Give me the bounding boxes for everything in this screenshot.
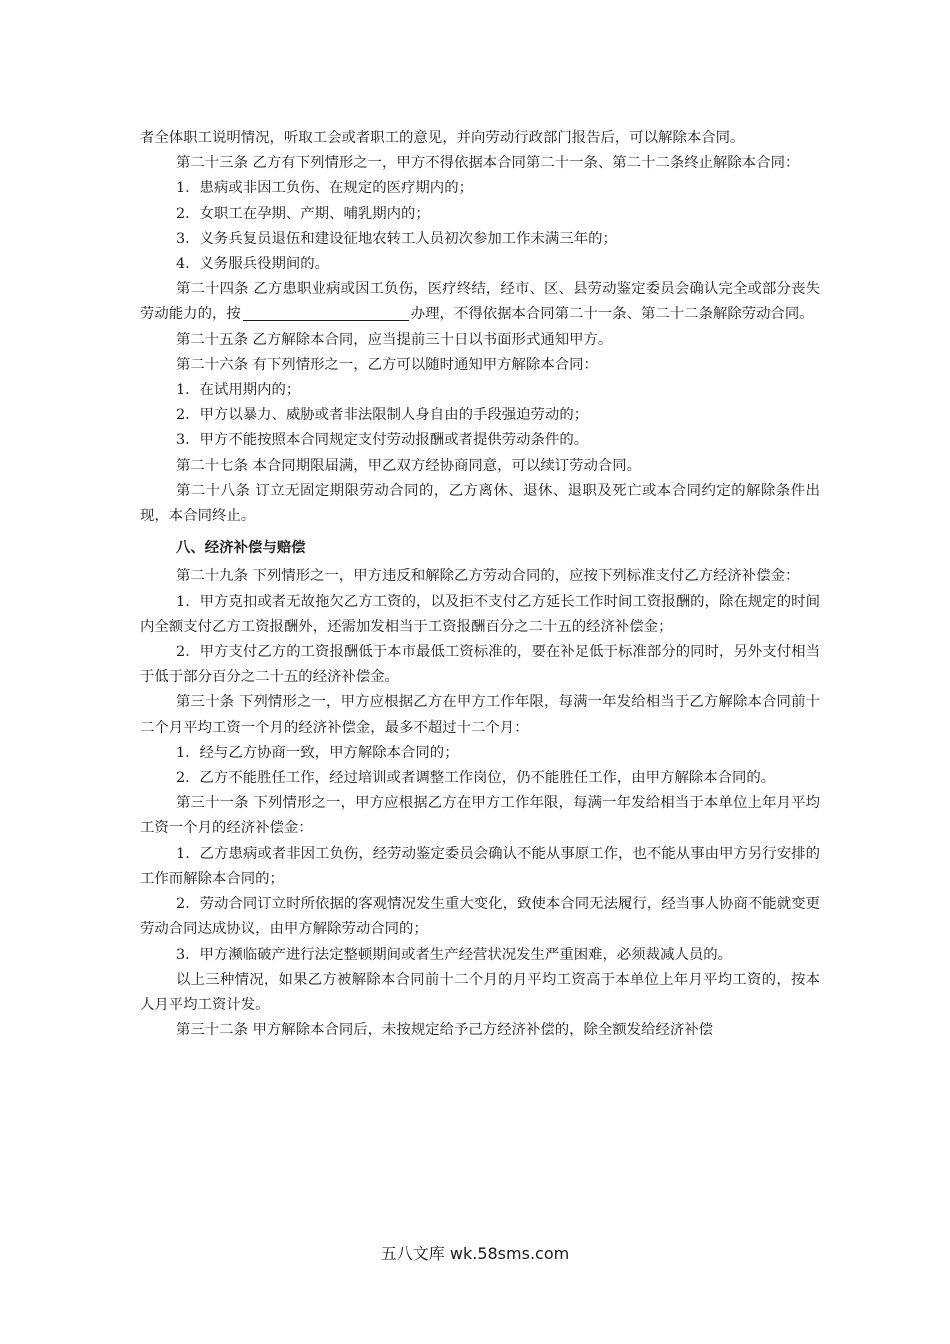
paragraph: 第三十条 下列情形之一，甲方应根据乙方在甲方工作年限，每满一年发给相当于乙方解除本合同前十二个月平均工资一个月的经济补偿金，最多不超过十二个月： — [140, 694, 820, 736]
paragraph: 2．女职工在孕期、产期、哺乳期内的； — [176, 205, 430, 222]
paragraph: 第二十八条 订立无固定期限劳动合同的，乙方离休、退休、退职及死亡或本合同约定的解除条件出现，本合同终止。 — [140, 482, 820, 525]
section-heading: 八、经济补偿与赔偿 — [176, 539, 306, 557]
paragraph: 第二十九条 下列情形之一，甲方违反和解除乙方劳动合同的，应按下列标准支付乙方经济补偿金： — [176, 568, 800, 585]
paragraph: 3．甲方不能按照本合同规定支付劳动报酬或者提供劳动条件的。 — [176, 432, 589, 449]
paragraph: 1．甲方克扣或者无故拖欠乙方工资的，以及拒不支付乙方延长工作时间工资报酬的，除在规定的时间内全额支付乙方工资报酬外，还需加发相当于工资报酬百分之二十五的经济补偿金； — [140, 593, 820, 635]
paragraph: 第二十七条 本合同期限届满，甲乙双方经协商同意，可以续订劳动合同。 — [176, 457, 642, 474]
paragraph-group-2 — [140, 328, 820, 530]
paragraph: 2．甲方以暴力、威胁或者非法限制人身自由的手段强迫劳动的； — [176, 407, 589, 424]
paragraph: 者全体职工说明情况，听取工会或者职工的意见，并向劳动行政部门报告后，可以解除本合同。 — [140, 130, 745, 146]
article-24-text-after: 办理，不得依据本合同第二十一条、第二十二条解除劳动合同。 — [410, 306, 814, 323]
paragraph: 第三十一条 下列情形之一，甲方应根据乙方在甲方工作年限，每满一年发给相当于本单位上年月平均工资一个月的经济补偿金： — [140, 795, 820, 837]
paragraph: 第三十二条 甲方解除本合同后，未按规定给予己方经济补偿的，除全额发给经济补偿 — [176, 1022, 714, 1039]
paragraph: 以上三种情况，如果乙方被解除本合同前十二个月的月平均工资高于本单位上年月平均工资的，按本人月平均工资计发。 — [140, 971, 820, 1013]
paragraph: 第二十三条 乙方有下列情形之一，甲方不得依据本合同第二十一条、第二十二条终止解除本合同： — [176, 155, 800, 172]
paragraph: 第二十五条 乙方解除本合同，应当提前三十日以书面形式通知甲方。 — [176, 331, 613, 348]
paragraph: 2．乙方不能胜任工作，经过培训或者调整工作岗位，仍不能胜任工作，由甲方解除本合同的。 — [176, 770, 776, 787]
paragraph: 2．甲方支付乙方的工资报酬低于本市最低工资标准的，要在补足低于标准部分的同时，另外支付相当于低于部分百分之二十五的经济补偿金。 — [140, 644, 820, 686]
paragraph: 3．义务兵复员退伍和建设征地农转工人员初次参加工作未满三年的； — [176, 230, 617, 247]
paragraph: 1．患病或非因工负伤、在规定的医疗期内的； — [176, 180, 473, 197]
paragraph-group-3 — [140, 564, 820, 1043]
paragraph: 4．义务服兵役期间的。 — [176, 256, 330, 273]
paragraph: 3．甲方濒临破产进行法定整顿期间或者生产经营状况发生严重困难，必须裁减人员的。 — [176, 946, 733, 963]
paragraph: 1．乙方患病或者非因工负伤，经劳动鉴定委员会确认不能从事原工作，也不能从事由甲方另行安排的工作而解除本合同的； — [140, 845, 820, 887]
paragraph: 第二十六条 有下列情形之一，乙方可以随时通知甲方解除本合同： — [176, 356, 598, 373]
article-24-paragraph — [140, 277, 820, 327]
article-24-text-before: 第二十四条 乙方患职业病或因工负伤，医疗终结，经市、区、县劳动鉴定委员会确认完全或部分丧失劳动能力的，按 — [140, 281, 820, 323]
paragraph-group-1 — [140, 126, 820, 277]
footer-watermark: 五八文库 wk.58sms.com — [380, 1244, 570, 1263]
paragraph: 2．劳动合同订立时所依据的客观情况发生重大变化，致使本合同无法履行，经当事人协商不能就变更劳动合同达成协议，由甲方解除劳动合同的； — [140, 896, 820, 938]
paragraph: 1．在试用期内的； — [176, 382, 301, 399]
fill-in-blank[interactable] — [243, 304, 409, 321]
document-body — [140, 126, 820, 1043]
paragraph: 1．经与乙方协商一致，甲方解除本合同的； — [176, 744, 459, 761]
